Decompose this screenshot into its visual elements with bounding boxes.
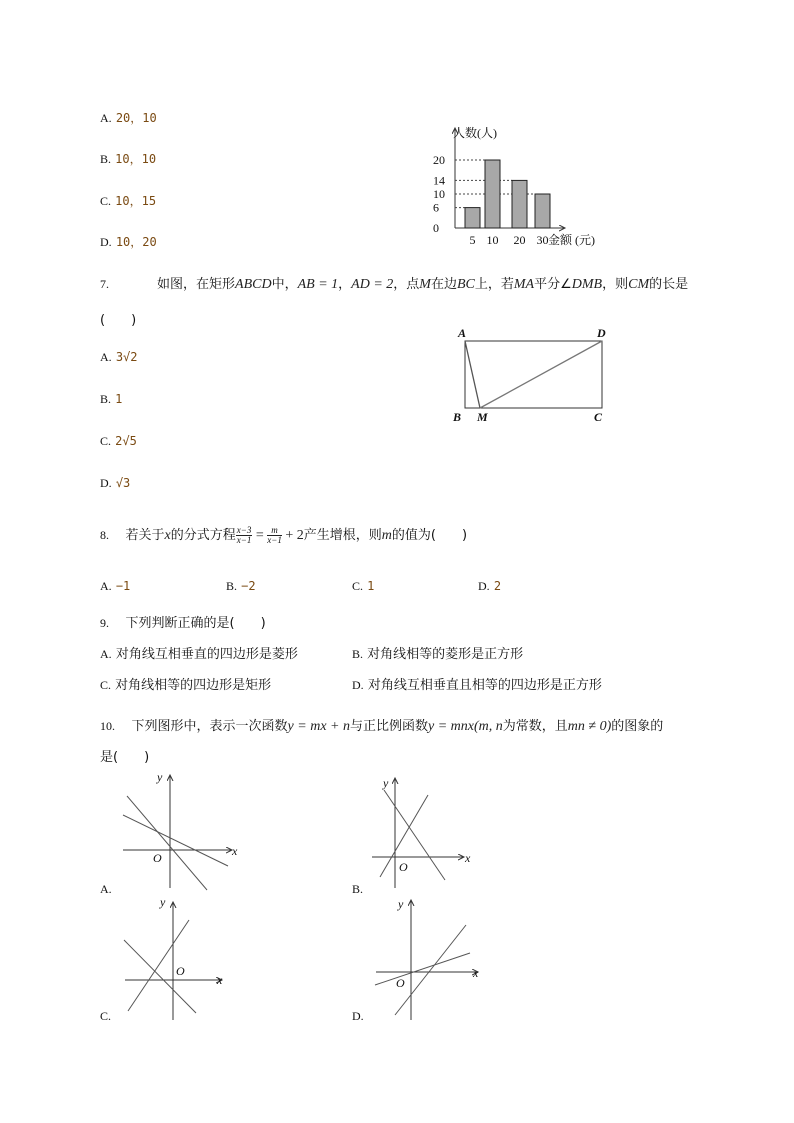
q7-answer-paren: ( )	[100, 313, 137, 328]
q7-option-d[interactable]: D. √3	[100, 476, 131, 490]
chart-xtick-label: 20	[513, 233, 526, 247]
q10-stem-line2: 是( )	[100, 750, 150, 765]
y-axis-label: y	[383, 776, 389, 790]
chart-ytick-label: 10	[433, 187, 445, 201]
q6-option-d[interactable]: D. 10，20	[100, 235, 157, 249]
y-axis-label: y	[160, 895, 166, 909]
label-m: M	[477, 410, 488, 424]
fraction: $\frac{m}{x-1}$	[267, 525, 282, 545]
q10-option-d[interactable]: D.	[352, 1009, 364, 1023]
q9-option-d[interactable]: D. 对角线互相垂直且相等的四边形是正方形	[352, 678, 602, 693]
graph-d	[375, 897, 479, 1020]
chart-bar	[512, 180, 527, 228]
label-b: B	[453, 410, 462, 424]
chart-ytick-label: 0	[433, 221, 439, 235]
chart-ytick-label: 14	[433, 173, 445, 188]
q10-option-b[interactable]: B.	[352, 882, 364, 896]
rectangle-figure	[452, 326, 606, 424]
y-axis-label: y	[157, 770, 163, 784]
q8-stem: 8. 若关于x的分式方程 $\frac{x-3}{x-1}$ = $\frac{m}{x-1}$ + 2产生增根，则m的值为( )	[100, 525, 468, 545]
label-c: C	[594, 410, 603, 424]
q8-option-c[interactable]: C. 1	[352, 579, 375, 593]
label-a: A	[458, 326, 467, 340]
q8-option-a[interactable]: A. −1	[100, 579, 131, 593]
q6-option-b[interactable]: B. 10，10	[100, 152, 157, 166]
q9-option-c[interactable]: C. 对角线相等的四边形是矩形	[100, 678, 272, 693]
q7-option-a[interactable]: A. 3√2	[100, 350, 138, 364]
q6-option-c[interactable]: C. 10，15	[100, 194, 157, 208]
graph-c	[124, 895, 223, 1020]
graph-a	[123, 770, 238, 890]
x-axis-label: x	[465, 851, 471, 865]
q10-stem: 10. 下列图形中，表示一次函数y = mx + n与正比例函数y = mnx(m, n为常数，且mn ≠ 0)的图象的	[100, 719, 664, 734]
q7-option-b[interactable]: B. 1	[100, 392, 123, 406]
chart-ytick-label: 20	[433, 153, 445, 167]
origin-label: O	[399, 860, 408, 874]
x-axis-label: x	[473, 966, 479, 980]
q10-option-a[interactable]: A.	[100, 882, 112, 896]
chart-bar	[465, 208, 480, 228]
q7-option-c[interactable]: C. 2√5	[100, 434, 137, 448]
chart-xtick-label: 5	[469, 233, 476, 247]
x-axis-label: x	[217, 973, 223, 987]
origin-label: O	[153, 851, 162, 865]
q8-option-d[interactable]: D. 2	[478, 579, 502, 593]
origin-label: O	[396, 976, 405, 990]
fraction: $\frac{x-3}{x-1}$	[236, 525, 252, 545]
chart-xtick-label: 10	[486, 233, 499, 247]
chart-bar	[485, 160, 500, 228]
y-axis-label: y	[398, 897, 404, 911]
q9-stem: 9. 下列判断正确的是( )	[100, 616, 266, 631]
q10-option-c[interactable]: C.	[100, 1009, 112, 1023]
q8-option-b[interactable]: B. −2	[226, 579, 256, 593]
x-axis-label: x	[232, 844, 238, 858]
q9-option-b[interactable]: B. 对角线相等的菱形是正方形	[352, 647, 524, 662]
chart-xtick-label: 30	[536, 233, 549, 247]
q6-option-a[interactable]: A. 20，10	[100, 111, 157, 125]
label-d: D	[597, 326, 606, 340]
q9-option-a[interactable]: A. 对角线互相垂直的四边形是菱形	[100, 647, 298, 662]
q7-stem: 7. 如图，在矩形ABCD中，AB = 1，AD = 2，点M在边BC上，若MA平分∠DMB，则CM的长是	[100, 277, 689, 292]
chart-ytick-label: 6	[433, 200, 439, 215]
graph-b	[372, 776, 471, 888]
chart-ylabel: 人数(人)	[453, 126, 497, 140]
origin-label: O	[176, 964, 185, 978]
chart-bar	[535, 194, 550, 228]
chart-xlabel: 金额 (元)	[548, 233, 595, 247]
